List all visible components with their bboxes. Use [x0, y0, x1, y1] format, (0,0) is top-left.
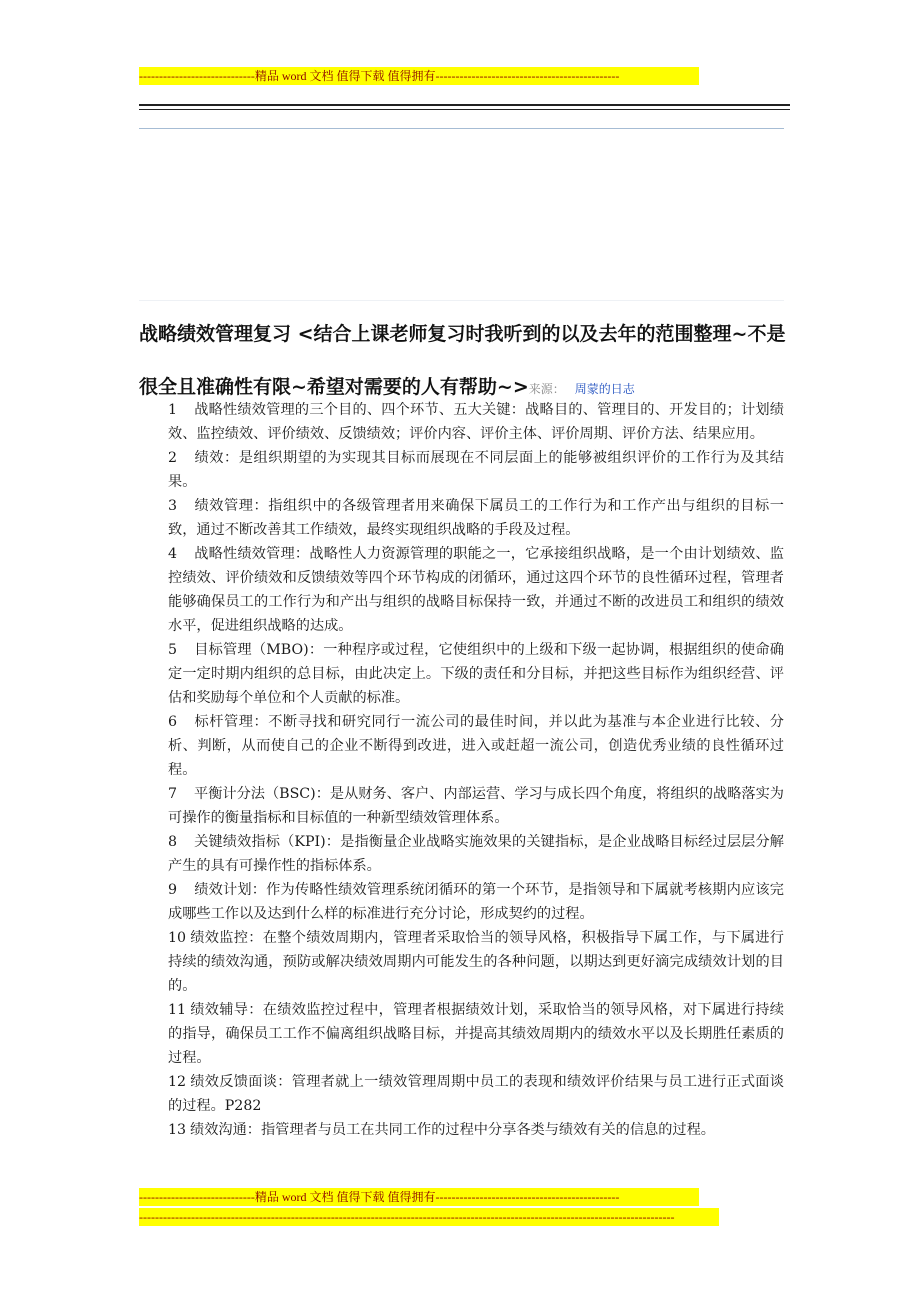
header-blue-rule [139, 128, 784, 129]
list-item [168, 398, 784, 446]
article-title: 战略绩效管理复习 <结合上课老师复习时我听到的以及去年的范围整理~不是很全且准确性有限~希望对需要的人有帮助~> [139, 323, 786, 398]
list-item [168, 830, 784, 878]
list-item [168, 494, 784, 542]
list-item [168, 710, 784, 782]
item-number: 1 [168, 402, 178, 418]
item-number: 11 [168, 1002, 187, 1018]
list-item [168, 542, 784, 638]
list-item [168, 1070, 784, 1118]
header-banner [139, 67, 699, 85]
item-number: 7 [168, 786, 178, 802]
item-number: 8 [168, 834, 178, 850]
header-banner-text: -----------------------------精品 word 文档 值得下载 值得拥有---------------------------------------------- [139, 69, 620, 83]
source-link[interactable]: 周蒙的日志 [574, 382, 635, 396]
item-number: 5 [168, 642, 178, 658]
list-item [168, 998, 784, 1070]
item-number: 13 [168, 1122, 187, 1138]
item-number: 12 [168, 1074, 187, 1090]
item-number: 2 [168, 450, 178, 466]
item-number: 9 [168, 882, 178, 898]
item-text: 目标管理（MBO)：一种程序或过程，它使组织中的上级和下级一起协调，根据组织的使命确定一定时期内组织的总目标，由此决定上。下级的责任和分目标，并把这些目标作为组织经营、评估和奖励每个单位和个人贡献的标准。 [168, 642, 784, 706]
item-number: 4 [168, 546, 178, 562]
footer-dash-line [139, 1208, 719, 1226]
item-text: 绩效：是组织期望的为实现其目标而展现在不同层面上的能够被组织评价的工作行为及其结果。 [168, 450, 784, 490]
item-text: 绩效沟通：指管理者与员工在共同工作的过程中分享各类与绩效有关的信息的过程。 [190, 1122, 715, 1138]
item-number: 3 [168, 498, 178, 514]
item-text: 绩效反馈面谈：管理者就上一绩效管理周期中员工的表现和绩效评价结果与员工进行正式面谈的过程。P282 [168, 1074, 784, 1114]
definition-list [168, 398, 784, 1142]
footer-dash-text: -------------------------------------------------------------------------------------------------------------------------------------- [139, 1210, 675, 1224]
item-text: 关键绩效指标（KPI)：是指衡量企业战略实施效果的关键指标，是企业战略目标经过层层分解产生的具有可操作性的指标体系。 [168, 834, 784, 874]
header-double-rule [139, 104, 790, 110]
item-text: 战略性绩效管理：战略性人力资源管理的职能之一，它承接组织战略，是一个由计划绩效、监控绩效、评价绩效和反馈绩效等四个环节构成的闭循环，通过这四个环节的良性循环过程，管理者能够确保员工的工作行为和产出与组织的战略目标保持一致，并通过不断的改进员工和组织的绩效水平，促进组织战略的达成。 [168, 546, 784, 634]
list-item [168, 1118, 784, 1142]
item-text: 战略性绩效管理的三个目的、四个环节、五大关键：战略目的、管理目的、开发目的；计划绩效、监控绩效、评价绩效、反馈绩效；评价内容、评价主体、评价周期、评价方法、结果应用。 [168, 402, 784, 442]
list-item [168, 638, 784, 710]
list-item [168, 926, 784, 998]
item-text: 绩效监控：在整个绩效周期内，管理者采取恰当的领导风格，积极指导下属工作，与下属进行持续的绩效沟通，预防或解决绩效周期内可能发生的各种问题，以期达到更好滴完成绩效计划的目的。 [168, 930, 784, 994]
item-text: 绩效管理：指组织中的各级管理者用来确保下属员工的工作行为和工作产出与组织的目标一致，通过不断改善其工作绩效，最终实现组织战略的手段及过程。 [168, 498, 784, 538]
footer-banner-text: -----------------------------精品 word 文档 值得下载 值得拥有---------------------------------------------- [139, 1190, 620, 1204]
item-text: 绩效辅导：在绩效监控过程中，管理者根据绩效计划，采取恰当的领导风格，对下属进行持续的指导，确保员工工作不偏离组织战略目标，并提高其绩效周期内的绩效水平以及长期胜任素质的过程。 [168, 1002, 784, 1066]
footer-banner [139, 1188, 699, 1206]
list-item [168, 878, 784, 926]
section-divider [139, 300, 784, 301]
item-number: 6 [168, 714, 178, 730]
list-item [168, 446, 784, 494]
item-text: 绩效计划：作为传略性绩效管理系统闭循环的第一个环节，是指领导和下属就考核期内应该完成哪些工作以及达到什么样的标准进行充分讨论，形成契约的过程。 [168, 882, 784, 922]
item-number: 10 [168, 930, 187, 946]
item-text: 标杆管理：不断寻找和研究同行一流公司的最佳时间，并以此为基准与本企业进行比较、分析、判断，从而使自己的企业不断得到改进，进入或赶超一流公司，创造优秀业绩的良性循环过程。 [168, 714, 784, 778]
item-text: 平衡计分法（BSC)：是从财务、客户、内部运营、学习与成长四个角度，将组织的战略落实为可操作的衡量指标和目标值的一种新型绩效管理体系。 [168, 786, 784, 826]
list-item [168, 782, 784, 830]
source-label: 来源： [528, 382, 565, 396]
